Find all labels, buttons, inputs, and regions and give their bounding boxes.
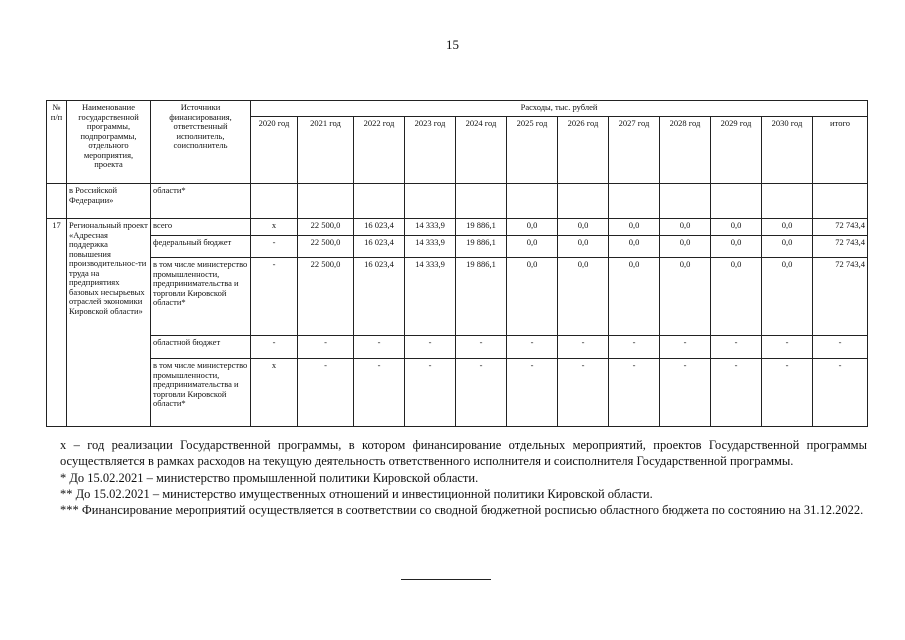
cell-value: 0,0 (558, 219, 609, 236)
cell-value: - (405, 359, 456, 427)
cell-value: 0,0 (507, 219, 558, 236)
header-expenses: Расходы, тыс. рублей (251, 101, 868, 117)
cell-total: - (813, 359, 868, 427)
cell-total: 72 743,4 (813, 258, 868, 336)
cell-value: - (609, 359, 660, 427)
cell-value: - (456, 359, 507, 427)
footnotes (60, 437, 867, 518)
cell-value: - (762, 336, 813, 359)
cell-value: 14 333,9 (405, 236, 456, 258)
cell-value: 0,0 (609, 236, 660, 258)
table-row (47, 359, 868, 427)
cell-value: 0,0 (711, 219, 762, 236)
cell-value: 19 886,1 (456, 236, 507, 258)
cell-value: 22 500,0 (298, 258, 354, 336)
cell-value: - (456, 336, 507, 359)
cell-total: - (813, 336, 868, 359)
cell-value: 0,0 (507, 236, 558, 258)
cell-value: 0,0 (507, 258, 558, 336)
cell-source: в том числе министерство промышленности, предпринимательства и торговли Кировской области* (151, 258, 251, 336)
cell-value: - (507, 359, 558, 427)
cell-value: - (711, 359, 762, 427)
cell-value: - (354, 359, 405, 427)
table-row (47, 236, 868, 258)
header-year: 2026 год (558, 117, 609, 184)
cell-value: 0,0 (762, 258, 813, 336)
cell-value: 0,0 (558, 258, 609, 336)
cell-total: 72 743,4 (813, 219, 868, 236)
cell-value: - (762, 359, 813, 427)
cell-value: 19 886,1 (456, 219, 507, 236)
header-year: 2024 год (456, 117, 507, 184)
cell-value: 0,0 (711, 258, 762, 336)
header-total: итого (813, 117, 868, 184)
header-year: 2025 год (507, 117, 558, 184)
cell-value: 0,0 (558, 236, 609, 258)
cell-value: 0,0 (660, 219, 711, 236)
footnote: ** До 15.02.2021 – министерство имущественных отношений и инвестиционной политики Кировской области. (60, 486, 653, 501)
cell-value: 14 333,9 (405, 258, 456, 336)
budget-table (46, 100, 868, 427)
cell-name: в Российской Федерации» (67, 184, 151, 219)
cell-value: 22 500,0 (298, 219, 354, 236)
cell-source: всего (151, 219, 251, 236)
cell-value: 0,0 (609, 219, 660, 236)
table-row (47, 336, 868, 359)
cell-value: 14 333,9 (405, 219, 456, 236)
footnote: * До 15.02.2021 – министерство промышленной политики Кировской области. (60, 470, 479, 485)
cell-value: - (711, 336, 762, 359)
cell-total: 72 743,4 (813, 236, 868, 258)
header-year: 2030 год (762, 117, 813, 184)
header-year: 2022 год (354, 117, 405, 184)
cell-value: - (609, 336, 660, 359)
table-row (47, 219, 868, 236)
cell-name: Региональный проект «Адресная поддержка повышения производительнос-ти труда на предприятиях базовых несырьевых отраслей экономики Кировской области» (67, 219, 151, 427)
cell-source: федеральный бюджет (151, 236, 251, 258)
cell-num: 17 (47, 219, 67, 427)
cell-source: областной бюджет (151, 336, 251, 359)
cell-value: 16 023,4 (354, 258, 405, 336)
cell-value: - (507, 336, 558, 359)
cell-value: - (251, 258, 298, 336)
cell-value: 0,0 (711, 236, 762, 258)
header-name: Наименование государственной программы, подпрограммы, отдельного мероприятия, проекта (67, 101, 151, 184)
page-number: 15 (446, 37, 459, 52)
cell-value: 0,0 (609, 258, 660, 336)
header-year: 2029 год (711, 117, 762, 184)
cell-value: - (405, 336, 456, 359)
cell-value: х (251, 219, 298, 236)
cell-value: - (251, 336, 298, 359)
header-year: 2020 год (251, 117, 298, 184)
cell-value: 19 886,1 (456, 258, 507, 336)
table-row (47, 258, 868, 336)
cell-source: области* (151, 184, 251, 219)
cell-value: х (251, 359, 298, 427)
cell-value: - (558, 359, 609, 427)
header-year: 2023 год (405, 117, 456, 184)
header-source: Источники финансирования, ответственный исполнитель, соисполнитель (151, 101, 251, 184)
cell-value: - (354, 336, 405, 359)
cell-value: 0,0 (660, 258, 711, 336)
cell-value: 0,0 (660, 236, 711, 258)
header-num: № п/п (47, 101, 67, 184)
cell-value: 16 023,4 (354, 219, 405, 236)
cell-value: - (298, 359, 354, 427)
cell-value: - (660, 336, 711, 359)
cell-value: - (251, 236, 298, 258)
footer-divider (401, 579, 491, 580)
header-year: 2021 год (298, 117, 354, 184)
cell-value: - (660, 359, 711, 427)
cell-value: - (298, 336, 354, 359)
header-year: 2027 год (609, 117, 660, 184)
cell-source: в том числе министерство промышленности, предпринимательства и торговли Кировской области* (151, 359, 251, 427)
cell-value: 0,0 (762, 219, 813, 236)
cell-value: 22 500,0 (298, 236, 354, 258)
table-row (47, 184, 868, 219)
footnote: *** Финансирование мероприятий осуществляется в соответствии со сводной бюджетной росписью областного бюджета по состоянию на 31.12.2022. (60, 503, 864, 517)
cell-value: - (558, 336, 609, 359)
cell-value: 0,0 (762, 236, 813, 258)
footnote: х – год реализации Государственной программы, в котором финансирование отдельных мероприятий, проектов Государственной программы осуществляется в рамках расходов на текущую деятельность ответственного исполнителя и соисполнителя Государственной программы. (60, 438, 867, 469)
header-year: 2028 год (660, 117, 711, 184)
cell-value: 16 023,4 (354, 236, 405, 258)
